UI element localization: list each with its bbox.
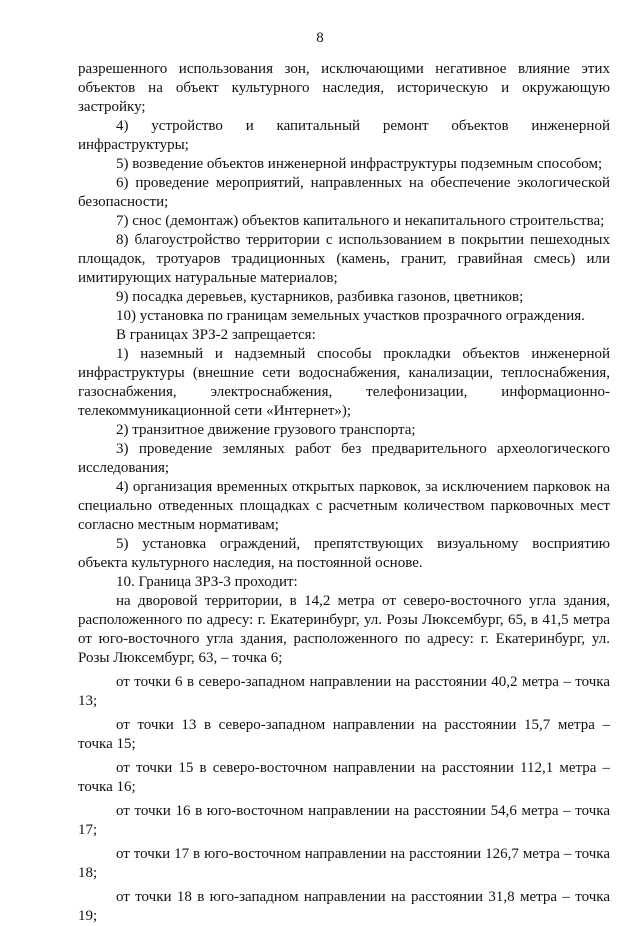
list-item: 2) транзитное движение грузового транспорта; xyxy=(116,422,416,438)
list-item: 7) снос (демонтаж) объектов капитального и некапитального строительства; xyxy=(116,213,605,229)
boundary-segment: от точки 17 в юго-восточном направлении на расстоянии 126,7 метра – точка 18; xyxy=(78,846,610,881)
list-item: 6) проведение мероприятий, направленных на обеспечение экологической безопасности; xyxy=(78,175,610,210)
list-item: 8) благоустройство территории с использованием в покрытии пешеходных площадок, тротуаров традиционных (камень, гранит, гравийная смесь) или имитирующих натуральные материалов; xyxy=(78,232,610,286)
list-item: 1) наземный и надземный способы прокладки объектов инженерной инфраструктуры (внешние сети водоснабжения, канализации, теплоснабжения, газоснабжения, электроснабжения, телефонизации, информационно-телекоммуникационной сети «Интернет»); xyxy=(78,346,610,419)
list-item: 4) устройство и капитальный ремонт объектов инженерной инфраструктуры; xyxy=(78,118,610,153)
boundary-segment: от точки 15 в северо-восточном направлении на расстоянии 112,1 метра – точка 16; xyxy=(78,760,610,795)
boundary-segment: от точки 16 в юго-восточном направлении на расстоянии 54,6 метра – точка 17; xyxy=(78,803,610,838)
list-item: 4) организация временных открытых парковок, за исключением парковок на специально отведенных площадках с расчетным количеством парковочных мест согласно местным нормативам; xyxy=(78,479,610,533)
boundary-description: на дворовой территории, в 14,2 метра от северо-восточного угла здания, расположенного по адресу: г. Екатеринбург, ул. Розы Люксембург, 65, в 41,5 метра от юго-восточного угла здания, расположенного по адресу: г. Екатеринбург, ул. Розы Люксембург, 63, – точка 6; xyxy=(78,593,610,666)
list-item: 3) проведение земляных работ без предварительного археологического исследования; xyxy=(78,441,610,476)
boundary-segment: от точки 6 в северо-западном направлении на расстоянии 40,2 метра – точка 13; xyxy=(78,674,610,709)
list-item: 10) установка по границам земельных участков прозрачного ограждения. xyxy=(116,308,585,324)
boundary-segment: от точки 18 в юго-западном направлении на расстоянии 31,8 метра – точка 19; xyxy=(78,889,610,924)
page-number: 8 xyxy=(316,30,324,46)
paragraph-continuation: разрешенного использования зон, исключающими негативное влияние этих объектов на объект культурного наследия, историческую и окружающую застройку; xyxy=(78,61,610,115)
section-heading: В границах ЗРЗ-2 запрещается: xyxy=(116,327,316,343)
list-item: 5) возведение объектов инженерной инфраструктуры подземным способом; xyxy=(116,156,603,172)
list-item: 5) установка ограждений, препятствующих визуальному восприятию объекта культурного наследия, на постоянной основе. xyxy=(78,536,610,571)
document-body xyxy=(78,60,610,926)
boundary-segment: от точки 13 в северо-западном направлении на расстоянии 15,7 метра – точка 15; xyxy=(78,717,610,752)
section-heading: 10. Граница ЗРЗ-3 проходит: xyxy=(116,574,298,590)
list-item: 9) посадка деревьев, кустарников, разбивка газонов, цветников; xyxy=(116,289,524,305)
